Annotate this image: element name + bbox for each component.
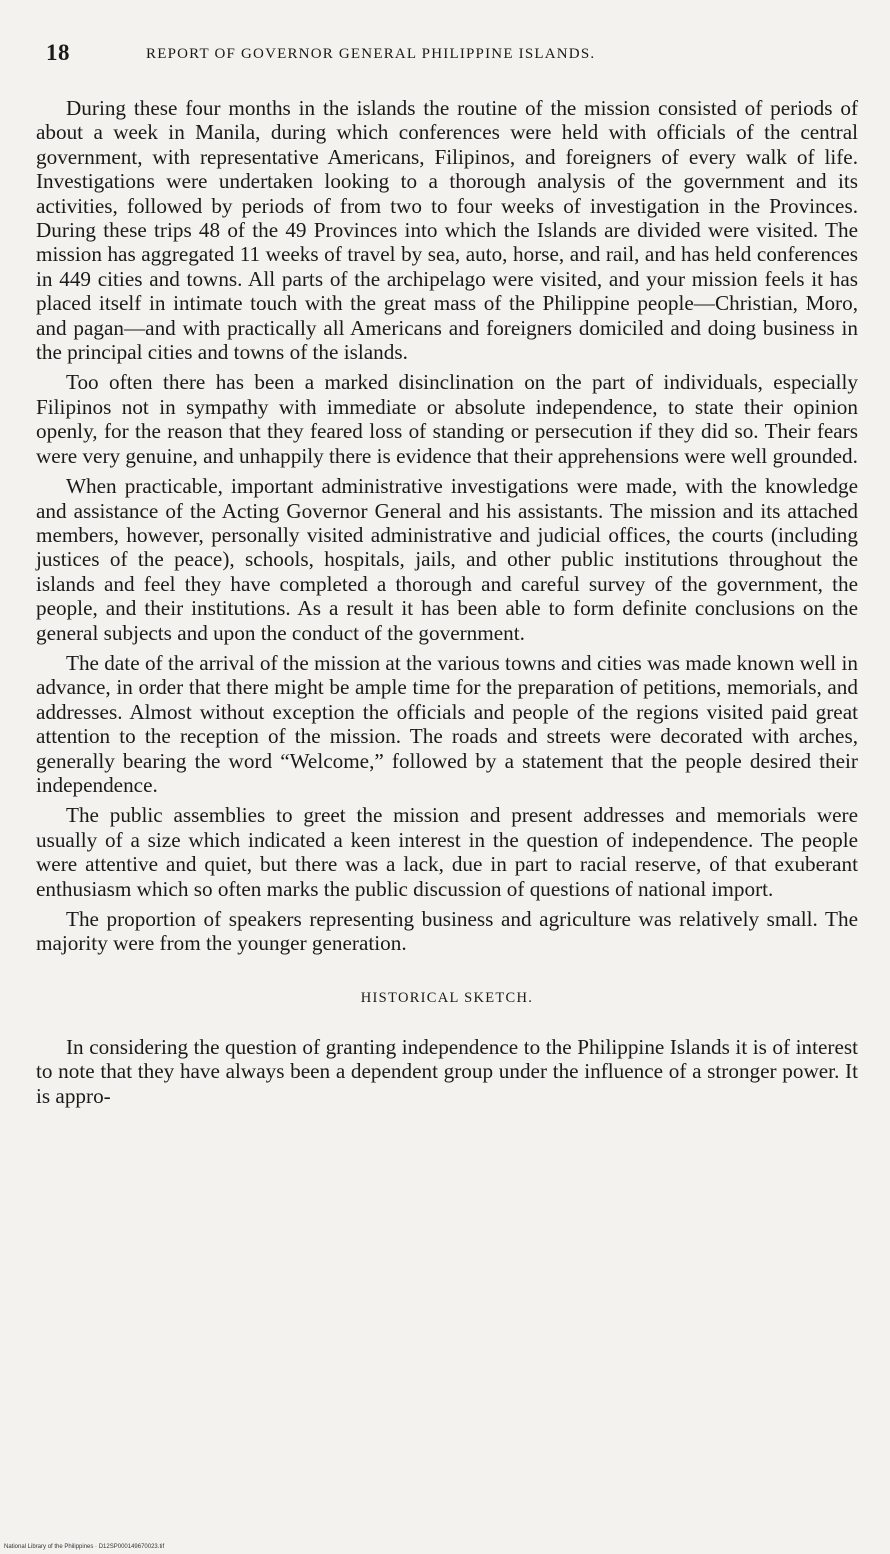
paragraph-public-assemblies: The public assemblies to greet the mission and present addresses and memorials were usually of a size which indicated a keen interest in the question of independence. The people were attentive and quiet, but there was a lack, due in part to racial reserve, of that exuberant enthusiasm which so often marks the public discussion of questions of national import. — [36, 803, 858, 901]
paragraph-mission-routine: During these four months in the islands the routine of the mission consisted of periods of about a week in Manila, during which conferences were held with officials of the central government, with representative Americans, Filipinos, and foreigners of every walk of life. Investigations were undertaken looking to a thorough analysis of the government and its activities, followed by periods of from two to four weeks of investigation in the Provinces. During these trips 48 of the 49 Provinces into which the Islands are divided were visited. The mission has aggregated 11 weeks of travel by sea, auto, horse, and rail, and has held conferences in 449 cities and towns. All parts of the archipelago were visited, and your mission feels it has placed itself in intimate touch with the great mass of the Philippine people—Christian, Moro, and pagan—and with practically all Americans and foreigners domiciled and doing business in the principal cities and towns of the islands. — [36, 96, 858, 365]
paragraph-speakers-proportion: The proportion of speakers representing business and agriculture was relatively small. The majority were from the younger generation. — [36, 907, 858, 956]
paragraph-historical-intro: In considering the question of granting independence to the Philippine Islands it is of interest to note that they have always been a dependent group under the influence of a stronger power. It is appro- — [36, 1034, 858, 1108]
paragraph-arrival-dates: The date of the arrival of the mission at the various towns and cities was made known well in advance, in order that there might be ample time for the preparation of petitions, memorials, and addresses. Almost without exception the officials and people of the regions visited paid great attention to the reception of the mission. The roads and streets were decorated with arches, generally bearing the word “Welcome,” followed by a statement that the people desired their independence. — [36, 650, 858, 797]
paragraph-disinclination: Too often there has been a marked disinclination on the part of individuals, especially Filipinos not in sympathy with immediate or absolute independence, to state their opinion openly, for the reason that they feared loss of standing or persecution if they did so. Their fears were very genuine, and unhappily there is evidence that their apprehensions were well grounded. — [36, 370, 858, 468]
paragraph-administrative-investigations: When practicable, important administrative investigations were made, with the knowledge and assistance of the Acting Governor General and his assistants. The mission and its attached members, however, personally visited administrative and judicial offices, the courts (including justices of the peace), schools, hospitals, jails, and other public institutions throughout the islands and feel they have completed a thorough and careful survey of the government, the people, and their institutions. As a result it has been able to form definite conclusions on the general subjects and upon the conduct of the government. — [36, 474, 858, 645]
body-text — [36, 96, 858, 1114]
running-head: REPORT OF GOVERNOR GENERAL PHILIPPINE ISLANDS. — [146, 46, 596, 62]
scan-credit: National Library of the Philippines · D12SP000149670023.tif — [4, 1544, 165, 1550]
section-heading: HISTORICAL SKETCH. — [360, 989, 534, 1006]
page-number: 18 — [46, 40, 70, 65]
